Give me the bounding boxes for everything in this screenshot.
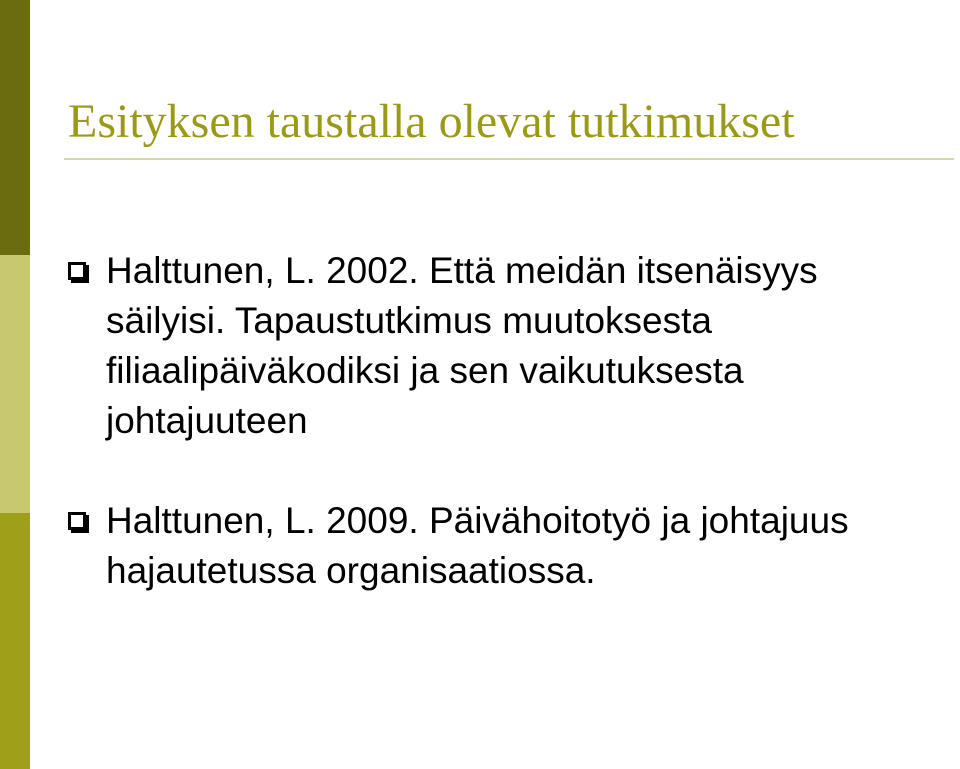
slide-title: Esityksen taustalla olevat tutkimukset xyxy=(68,95,795,148)
decorative-stripe-dark xyxy=(0,0,30,255)
decorative-stripe-mid xyxy=(0,513,30,769)
bullet-text: Halttunen, L. 2002. Että meidän itsenäisyys säilyisi. Tapaustutkimus muutoksesta filiaalipäiväkodiksi ja sen vaikutuksesta johtajuuteen xyxy=(106,250,818,441)
square-bullet-icon xyxy=(68,262,86,280)
bullet-text: Halttunen, L. 2009. Päivähoitotyö ja johtajuus hajautetussa organisaatiossa. xyxy=(106,500,849,591)
bullet-list xyxy=(68,246,936,596)
square-bullet-icon xyxy=(68,512,86,530)
decorative-stripe-light xyxy=(0,255,30,513)
bullet-item-2009 xyxy=(68,496,936,596)
title-divider xyxy=(64,158,954,160)
bullet-item-2002 xyxy=(68,246,936,446)
